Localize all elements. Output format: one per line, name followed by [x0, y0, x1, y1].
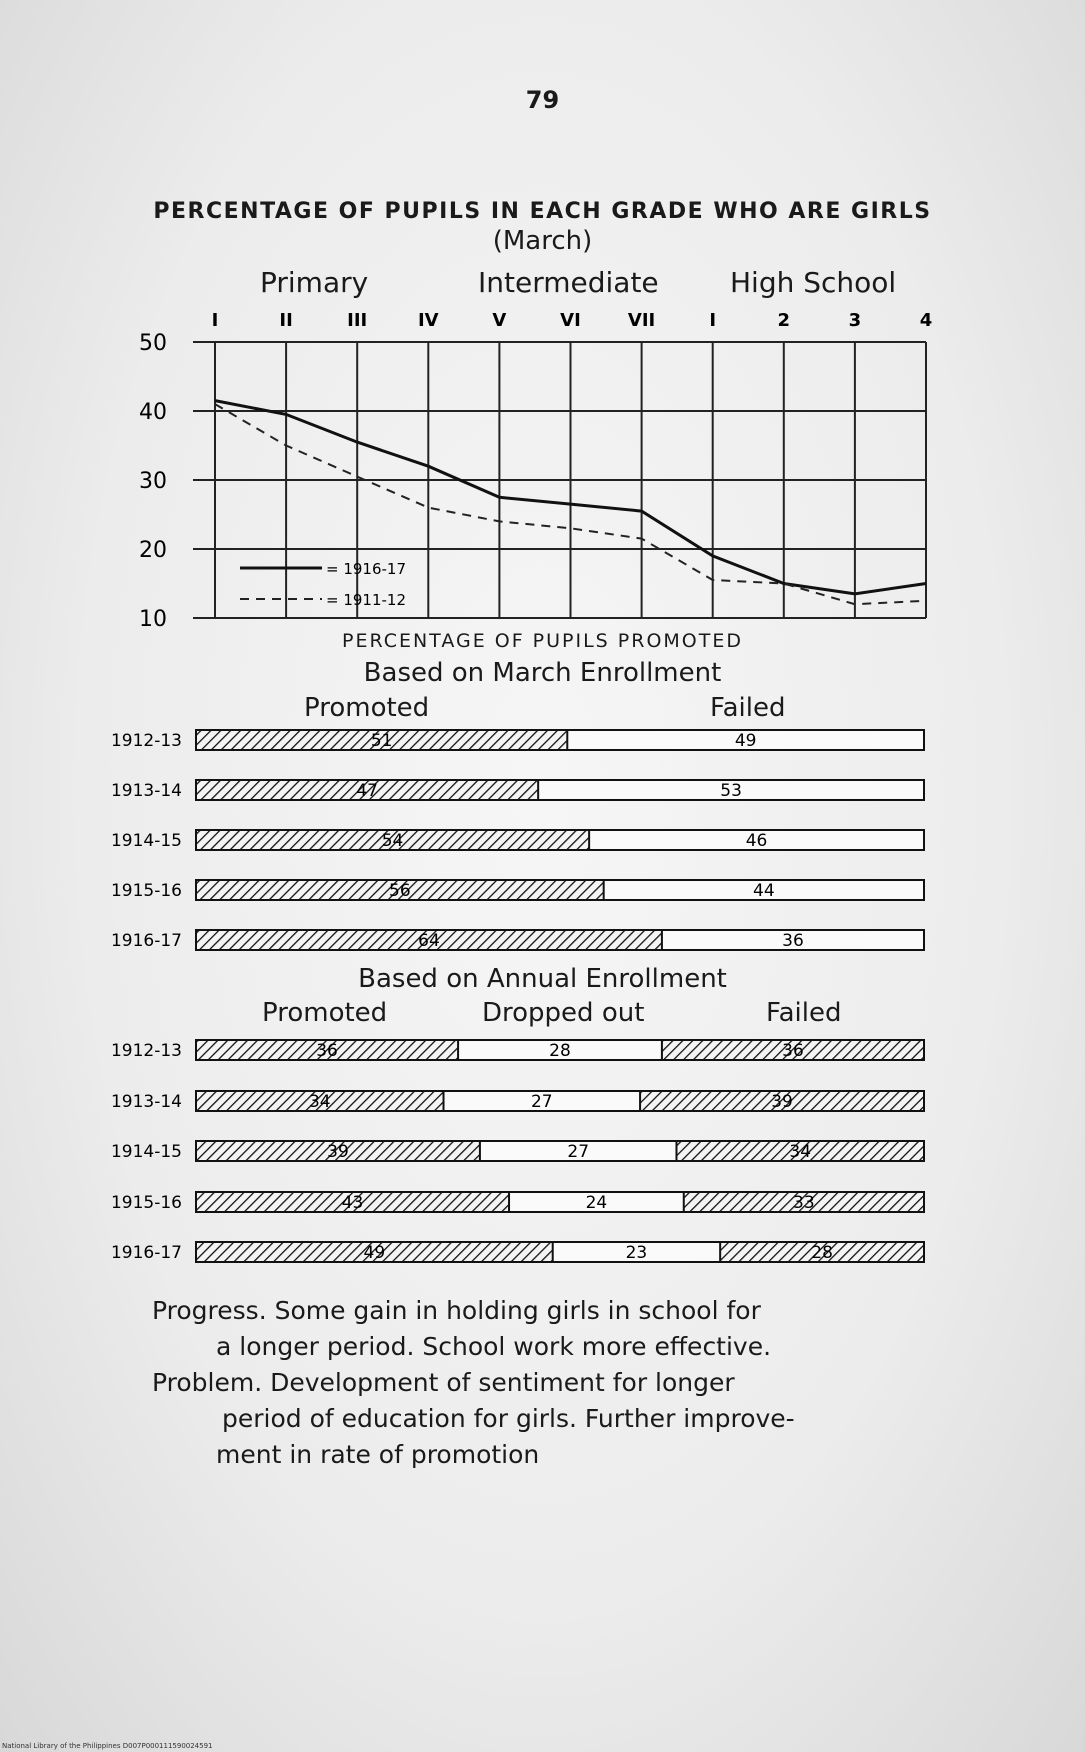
x-tick-label: VI [560, 310, 581, 331]
bar-label-promoted: 64 [418, 931, 440, 951]
x-tick-label: 3 [848, 310, 862, 331]
chart3-header-dropped-out: Dropped out [482, 998, 645, 1028]
bar-label-failed: 46 [745, 831, 768, 851]
note-problem-line1: Problem. Development of sentiment for longer [152, 1368, 735, 1397]
year-label: 1912-13 [110, 1041, 182, 1061]
bar-label-dropped-out: 24 [585, 1193, 608, 1213]
bar-label-failed: 36 [782, 1041, 804, 1061]
bar-label-failed: 28 [811, 1243, 833, 1263]
y-tick-label: 40 [139, 400, 167, 425]
x-tick-label: III [347, 310, 368, 331]
bar-label-promoted: 49 [363, 1243, 386, 1263]
x-tick-label: VII [627, 310, 656, 331]
x-tick-label: I [211, 310, 219, 331]
x-tick-label: V [492, 310, 507, 331]
year-label: 1914-15 [110, 1142, 182, 1162]
year-label: 1916-17 [110, 1243, 182, 1263]
note-problem-line2: period of education for girls. Further improve- [222, 1404, 795, 1433]
x-tick-label: I [709, 310, 717, 331]
year-label: 1914-15 [110, 831, 182, 851]
bar-label-promoted: 39 [327, 1142, 349, 1162]
chart3-header-promoted: Promoted [262, 998, 388, 1028]
chart2-title: PERCENTAGE OF PUPILS PROMOTED [341, 630, 743, 652]
legend-label-1911-12: = 1911-12 [326, 591, 407, 609]
chart2-subtitle: Based on March Enrollment [363, 658, 722, 688]
x-tick-label: II [279, 310, 293, 331]
bar-label-promoted: 43 [341, 1193, 364, 1213]
bar-label-dropped-out: 27 [567, 1142, 590, 1162]
note-problem-line3: ment in rate of promotion [216, 1440, 540, 1469]
y-tick-label: 30 [139, 469, 167, 494]
year-label: 1913-14 [110, 781, 182, 801]
chart1-title: PERCENTAGE OF PUPILS IN EACH GRADE WHO ARE GIRLS [153, 199, 932, 224]
bar-label-failed: 49 [734, 731, 757, 751]
group-label-intermediate: Intermediate [478, 266, 659, 299]
bar-label-dropped-out: 28 [549, 1041, 571, 1061]
bar-label-promoted: 56 [389, 881, 411, 901]
note-progress-line1: Progress. Some gain in holding girls in school for [152, 1296, 761, 1325]
year-label: 1913-14 [110, 1092, 182, 1112]
chart2-header-failed: Failed [710, 693, 786, 723]
y-tick-label: 10 [139, 607, 167, 632]
bar-label-dropped-out: 23 [625, 1243, 648, 1263]
bar-label-promoted: 51 [370, 731, 393, 751]
year-label: 1916-17 [110, 931, 182, 951]
bar-label-promoted: 36 [316, 1041, 338, 1061]
bar-label-promoted: 34 [308, 1092, 331, 1112]
bar-label-failed: 53 [720, 781, 742, 801]
bar-label-failed: 33 [793, 1193, 815, 1213]
chart2-header-promoted: Promoted [304, 693, 430, 723]
year-label: 1915-16 [110, 881, 182, 901]
year-label: 1915-16 [110, 1193, 182, 1213]
archive-credit: National Library of the Philippines D007P000111590024591 [2, 1742, 213, 1750]
page-number: 79 [525, 86, 560, 114]
bar-label-failed: 44 [753, 881, 775, 901]
note-progress-line2: a longer period. School work more effective. [216, 1332, 772, 1361]
bar-label-failed: 39 [771, 1092, 793, 1112]
group-label-primary: Primary [260, 266, 369, 299]
y-tick-label: 20 [139, 538, 167, 563]
legend-label-1916-17: = 1916-17 [326, 560, 407, 578]
chart1-subtitle: (March) [492, 226, 593, 256]
bar-label-failed: 34 [789, 1142, 812, 1162]
bar-label-promoted: 47 [356, 781, 378, 801]
y-tick-label: 50 [139, 331, 167, 356]
bar-label-dropped-out: 27 [530, 1092, 553, 1112]
chart3-subtitle: Based on Annual Enrollment [358, 964, 727, 994]
x-tick-label: 4 [919, 310, 933, 331]
bar-label-failed: 36 [782, 931, 804, 951]
group-label-high-school: High School [730, 266, 897, 299]
x-tick-label: 2 [777, 310, 791, 331]
bar-label-promoted: 54 [381, 831, 404, 851]
chart3-header-failed: Failed [766, 998, 842, 1028]
year-label: 1912-13 [110, 731, 182, 751]
x-tick-label: IV [417, 310, 439, 331]
